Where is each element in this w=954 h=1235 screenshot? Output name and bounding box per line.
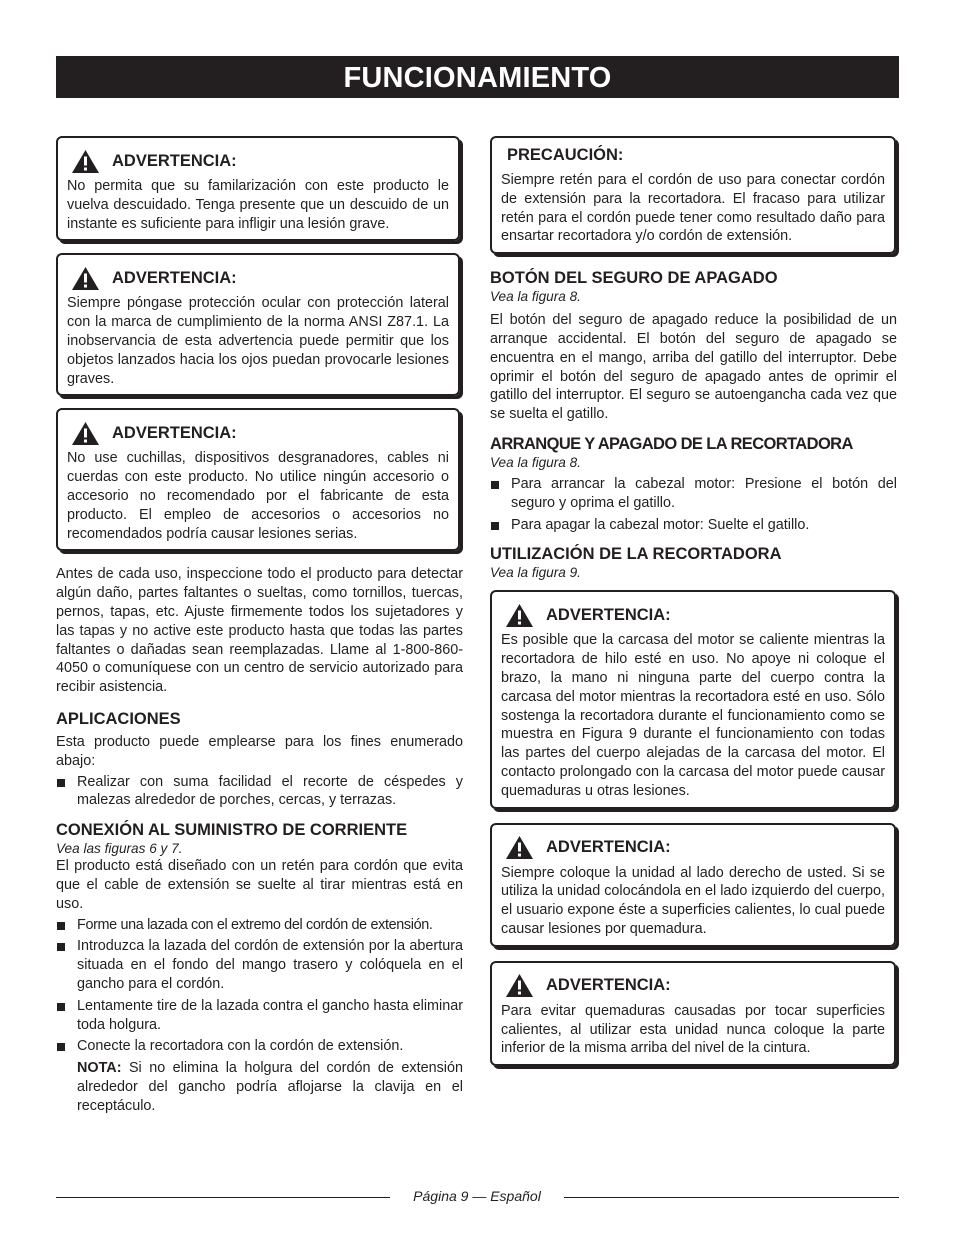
list-item: Introduzca la lazada del cordón de extensión por la abertura situada en el fondo del mango trasero y colóquela en el gancho para el cordón. [56,937,463,993]
warning-text: Es posible que la carcasa del motor se caliente mientras la recortadora de hilo esté en uso. No apoye ni coloque el brazo, la mano ni ninguna parte del cuerpo contra la carcasa del motor mientras la recortadora esté en uso. Sólo sostenga la recortadora durante el funcionamiento como se muestra en Figura 9 durante el funcionamiento con todas las partes del cuerpo alejadas de la carcasa del motor. El contacto prolongado con la carcasa del motor puede causar quemaduras u otras lesiones. [501,632,885,799]
list-item: Para arrancar la cabezal motor: Presione el botón del seguro y oprima el gatillo. [490,475,897,513]
note-paragraph [56,1059,463,1115]
footer-rule-left [56,1197,390,1198]
section-heading-utilizacion: UTILIZACIÓN DE LA RECORTADORA [490,545,782,564]
bullet-square-icon [57,922,65,930]
aplicaciones-text: Esta producto puede emplearse para los fines enumerado abajo: [56,733,463,769]
bullet-square-icon [57,1043,65,1051]
warning-title: ADVERTENCIA: [546,838,671,857]
caution-box [490,136,896,254]
page-footer: Página 9 — Español [413,1188,541,1204]
section-heading-boton: BOTÓN DEL SEGURO DE APAGADO [490,269,778,288]
warning-box [490,961,896,1066]
warning-box [56,136,460,241]
warning-box [56,408,460,551]
warning-title: ADVERTENCIA: [546,605,671,624]
conexion-list [56,916,463,1057]
list-item: Realizar con suma facilidad el recorte de céspedes y malezas alrededor de porches, cercas, y terrazas. [56,773,463,811]
bullet-square-icon [491,481,499,489]
note-text: Si no elimina la holgura del cordón de extensión alrededor del gancho podría aflojarse la clavija en el receptáculo. [77,1060,463,1114]
warning-title: ADVERTENCIA: [112,151,237,170]
conexion-text: El producto está diseñado con un retén para cordón que evita que el cable de extensión se suelte al tirar mientras está en uso. [56,858,463,912]
warning-triangle-icon [505,603,534,628]
list-item: Conecte la recortadora con la cordón de extensión. [56,1037,463,1056]
section-heading-conexion: CONEXIÓN AL SUMINISTRO DE CORRIENTE [56,821,408,840]
bullet-square-icon [57,1003,65,1011]
warning-text: No use cuchillas, dispositivos desgranadores, cables ni cuerdas con este producto. No utilice ningún accesorio o accesorio no recomendado por el fabricante de esta producto. El empleo de accesorios o accesorios no recomendados podría causar lesiones serias. [67,450,449,542]
note-label: NOTA: [77,1060,122,1077]
page-title: FUNCIONAMIENTO [56,56,899,98]
warning-title: ADVERTENCIA: [546,976,671,995]
right-column [490,136,897,1078]
list-item: Forme una lazada con el extremo del cordón de extensión. [56,916,463,935]
figure-reference: Vea la figura 8. [490,454,581,470]
boton-text: El botón del seguro de apagado reduce la posibilidad de un arranque accidental. El botón del seguro de apagado se encuentra en el mango, arriba del gatillo del interruptor. Debe oprimir el botón del seguro de apagado antes de oprimir el gatillo del interruptor. El seguro se autoengancha cada vez que se suelta el gatillo. [490,312,897,423]
warning-box [490,590,896,808]
left-column [56,136,463,1115]
warning-text: Siempre coloque la unidad al lado derecho de usted. Si se utiliza la unidad colocándola en el lado izquierdo del cuerpo, el usuario expone éste a superficies calientes, lo cual puede causar lesiones por quemadura. [501,864,886,937]
warning-triangle-icon [71,149,100,174]
list-item: Lentamente tire de la lazada contra el gancho hasta eliminar toda holgura. [56,997,463,1035]
warning-triangle-icon [505,973,534,998]
warning-title: ADVERTENCIA: [112,268,237,287]
warning-triangle-icon [71,421,100,446]
bullet-square-icon [491,522,499,530]
bullet-square-icon [57,779,65,787]
warning-triangle-icon [505,835,534,860]
section-heading-aplicaciones: APLICACIONES [56,709,181,728]
figure-reference: Vea la figura 8. [490,289,581,305]
warning-box [56,253,460,396]
warning-title: ADVERTENCIA: [112,423,237,442]
warning-text: Para evitar quemaduras causadas por tocar superficies calientes, al utilizar esta unidad nunca coloque la parte inferior de la misma arriba del nivel de la cintura. [501,1002,885,1057]
section-heading-arranque: ARRANQUE Y APAGADO DE LA RECORTADORA [490,434,853,453]
list-item: Para apagar la cabezal motor: Suelte el gatillo. [490,516,897,535]
warning-text: Siempre póngase protección ocular con protección lateral con la marca de cumplimiento de la norma ANSI Z87.1. La inobservancia de esta advertencia puede permitir que los objetos lanzados hacia los ojos puedan provocarle lesiones graves. [67,295,449,387]
warning-text: No permita que su familarización con este producto le vuelva descuidado. Tenga presente que un descuido de un instante es suficiente para infligir una lesión grave. [67,178,449,232]
arranque-list [490,475,897,534]
caution-title: PRECAUCIÓN: [507,145,624,164]
figure-reference: Vea la figura 9. [490,565,581,581]
bullet-square-icon [57,943,65,951]
inspection-paragraph: Antes de cada uso, inspeccione todo el producto para detectar algún daño, partes faltantes o sueltas, como tornillos, tuercas, pernos, tapas, etc. Ajuste firmemente todos los sujetadores y las tapas y no active este producto hasta que todas las partes faltantes o dañadas sean reemplazadas. Llame al 1-800-860-4050 o comuníquese con un centro de servicio autorizado para recibir asistencia. [56,566,463,696]
footer-rule-right [564,1197,899,1198]
caution-text: Siempre retén para el cordón de uso para conectar cordón de extensión para la recortadora. El fracaso para utilizar retén para el cordón puede tener como resultado daño para ensartar recortadora y/o cordón de extensión. [501,172,885,245]
warning-box [490,823,896,947]
figure-reference: Vea las figuras 6 y 7. [56,841,183,857]
warning-triangle-icon [71,266,100,291]
aplicaciones-list [56,773,463,811]
